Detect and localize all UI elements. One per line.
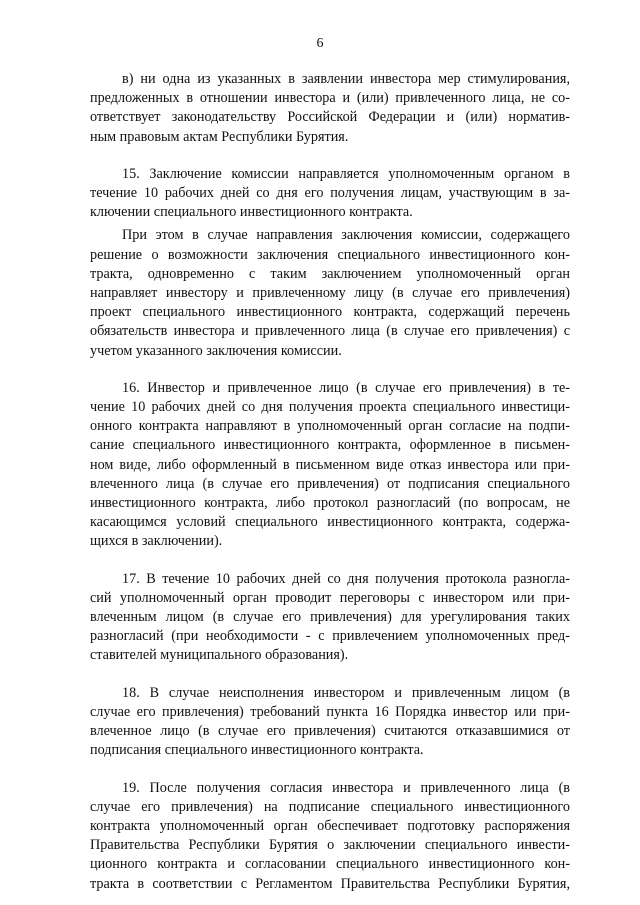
text-line: направляет инвестору и привлеченному лицу (в случае его привлечения)	[90, 285, 570, 302]
paragraph-19	[90, 779, 570, 894]
text-line: влеченным лицом (в случае его привлечения) для урегулирования таких	[90, 609, 570, 626]
text-line: 15. Заключение комиссии направляется уполномоченным органом в	[122, 165, 570, 182]
text-line: сание специального инвестиционного контракта, оформленное в письмен-	[90, 437, 570, 454]
text-line: разногласий (при необходимости - с привлечением уполномоченных пред-	[90, 628, 570, 645]
paragraph-18	[90, 684, 570, 761]
text-line: щихся в заключении).	[90, 533, 223, 550]
text-line: 19. После получения согласия инвестора и привлеченного лица (в	[122, 779, 570, 796]
paragraph-15-continued	[90, 226, 570, 360]
text-line: сий уполномоченный орган проводит переговоры с инвестором или при-	[90, 589, 570, 606]
text-line: Правительства Республики Бурятия о заключении специального инвести-	[90, 837, 570, 854]
text-line: обязательств инвестора и привлеченного лица (в случае его привлечения) с	[90, 323, 570, 340]
text-line: влеченного лица (в случае его привлечения) от подписания специального	[90, 475, 570, 492]
text-line: контракта уполномоченный орган обеспечивает подготовку распоряжения	[90, 817, 570, 834]
page-number: 6	[316, 36, 324, 51]
text-line: ционного контракта и согласовании специального инвестиционного кон-	[90, 856, 570, 873]
text-line: течение 10 рабочих дней со дня его получения лицам, участвующим в за-	[90, 185, 570, 202]
text-line: предложенных в отношении инвестора и (или) привлеченного лица, не со-	[90, 90, 570, 107]
text-line: чение 10 рабочих дней со дня получения проекта специального инвестици-	[90, 399, 570, 416]
text-line: ным правовым актам Республики Бурятия.	[90, 128, 349, 145]
text-line: инвестиционного контракта, либо протокол разногласий (по вопросам, не	[90, 495, 570, 512]
text-line: ответствует законодательству Российской Федерации и (или) норматив-	[90, 109, 570, 126]
text-line: касающимся условий специального инвестиционного контракта, содержа-	[90, 514, 570, 531]
paragraph-16	[90, 379, 570, 552]
text-line: случае его привлечения) требований пункта 16 Порядка инвестор или при-	[90, 703, 570, 720]
text-line: тракта, одновременно с таким заключением уполномоченный орган	[90, 265, 570, 282]
text-line: влеченное лицо (в случае его привлечения) считаются отказавшимися от	[90, 723, 570, 740]
text-line: ставителей муниципального образования).	[90, 647, 349, 664]
text-line: решение о возможности заключения специального инвестиционного кон-	[90, 246, 570, 263]
text-line: 18. В случае неисполнения инвестором и привлеченным лицом (в	[122, 684, 570, 701]
text-line: 17. В течение 10 рабочих дней со дня получения протокола разногла-	[122, 570, 570, 587]
text-line: подписания специального инвестиционного контракта.	[90, 742, 424, 759]
paragraph-17	[90, 570, 570, 666]
paragraph-15	[90, 165, 570, 223]
text-line: При этом в случае направления заключения комиссии, содержащего	[122, 227, 570, 244]
document-body	[90, 70, 570, 894]
text-line: проект специального инвестиционного контракта, содержащий перечень	[90, 304, 570, 321]
text-line: онного контракта направляют в уполномоченный орган согласие на подпи-	[90, 418, 570, 435]
text-line: случае его привлечения) на подписание специального инвестиционного	[90, 798, 570, 815]
text-line: ключении специального инвестиционного контракта.	[90, 204, 413, 221]
text-line: в) ни одна из указанных в заявлении инвестора мер стимулирования,	[122, 71, 570, 87]
text-line: учетом указанного заключения комиссии.	[90, 342, 342, 359]
paragraph-item-v	[90, 70, 570, 147]
text-line: 16. Инвестор и привлеченное лицо (в случае его привлечения) в те-	[122, 379, 570, 396]
text-line: ном виде, либо оформленный в письменном виде отказ инвестора или при-	[90, 456, 570, 473]
text-line: тракта в соответствии с Регламентом Правительства Республики Бурятия,	[90, 875, 570, 892]
